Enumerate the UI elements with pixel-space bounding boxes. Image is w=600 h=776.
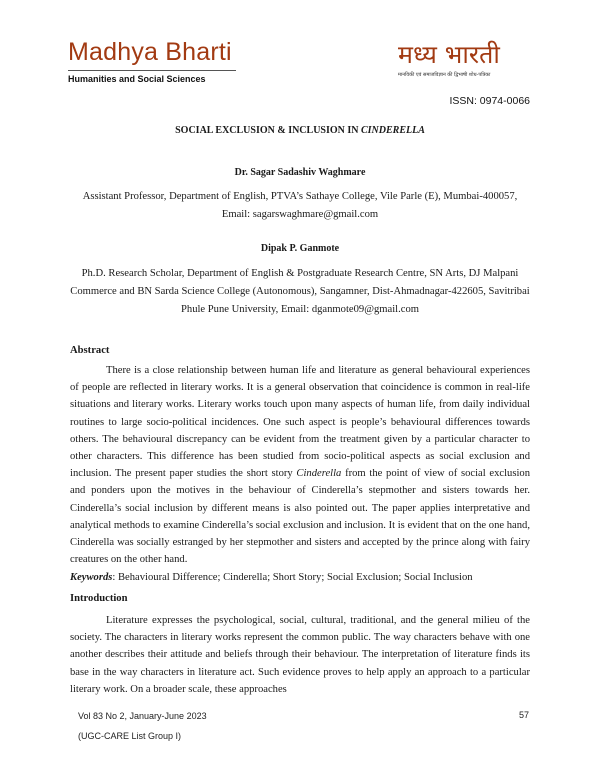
abstract-text-italic: Cinderella [296, 468, 342, 480]
paper-title-prefix: SOCIAL EXCLUSION & INCLUSION IN [175, 125, 361, 136]
keywords-text: : Behavioural Difference; Cinderella; Short Story; Social Exclusion; Social Inclusion [112, 572, 473, 583]
abstract-body [70, 362, 530, 568]
journal-logo: Madhya Bharti [68, 38, 232, 66]
author2-affiliation: Ph.D. Research Scholar, Department of English & Postgraduate Research Centre, SN Arts, DJ Malpani Commerce and BN Sarda Science College (Autonomous), Sangamner, Dist-Ahmadnagar-422605, Savitribai Phule Pune University, Email: dganmote09@gmail.com [70, 268, 530, 315]
journal-logo-hindi: मध्य भारती [398, 40, 500, 69]
abstract-text-part2: from the point of view of social exclusion and ponders upon the motives in the behaviour of Cinderella’s stepmother and sisters towards her. Cinderella’s social inclusion by different means is also pointed out. The paper applies interpretative and analytical methods to examine Cinderella’s social exclusion and inclusion. It is evident that on the one hand, Cinderella was socially estranged by her stepmother and sisters and accepted by the prince along with fairy creatures on the other hand. [70, 468, 530, 566]
header-divider [68, 70, 236, 71]
author2-name: Dipak P. Ganmote [260, 243, 340, 254]
journal-tagline-hindi: मानविकी एवं समाजविज्ञान की द्विभाषी शोध-पत्रिका [398, 72, 491, 78]
introduction-heading: Introduction [70, 593, 128, 604]
abstract-text-part1: There is a close relationship between human life and literature as general behavioural experiences of people are reflected in literary works. It is a general observation that coincidence is common in real-life situations and literary works. Literary works touch upon many aspects of human life, from daily individual routines to large socio-political incidences. One such aspect is people’s behavioural differences towards others. The behavioural discrepancy can be evident from the treatment given by a particular character to other characters. This difference has been studied from socio-political aspects as social exclusion and inclusion. The present paper studies the short story [70, 365, 530, 480]
author1-affiliation: Assistant Professor, Department of English, PTVA’s Sathaye College, Vile Parle (E), Mumbai-400057, Email: sagarswaghmare@gmail.com [82, 191, 518, 220]
keywords-label: Keywords [70, 572, 113, 583]
issn-number: ISSN: 0974-0066 [449, 95, 530, 107]
paper-title-italic: CINDERELLA [360, 125, 425, 136]
footer-volume: Vol 83 No 2, January-June 2023 [78, 711, 207, 721]
page-number: 57 [519, 710, 530, 720]
introduction-body: Literature expresses the psychological, social, cultural, traditional, and the general milieu of the society. The characters in literary works represent the common public. The way characters behave with one another describes their attitude and beliefs through their behaviour. The interpretation of literature finds its base in the way characters in literature act. Such evidence proves to help apply an approach to a particular literary work. On a broader scale, these approaches [70, 615, 530, 695]
paper-title [70, 125, 530, 136]
footer-ugc-list: (UGC-CARE List Group I) [78, 731, 182, 741]
journal-subtitle: Humanities and Social Sciences [68, 74, 206, 84]
keywords [70, 572, 540, 583]
author1-name: Dr. Sagar Sadashiv Waghmare [234, 167, 366, 178]
abstract-heading: Abstract [70, 345, 110, 356]
